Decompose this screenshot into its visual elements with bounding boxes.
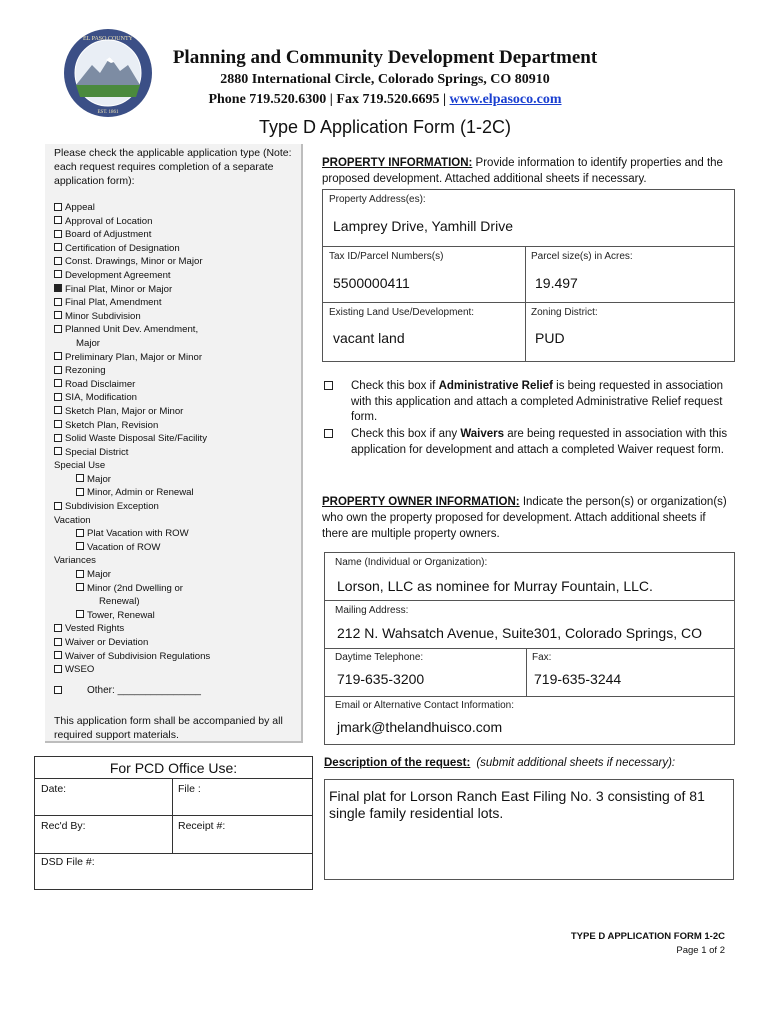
admin-relief-checkbox[interactable] — [324, 381, 333, 390]
owner-info-text: Indicate the person(s) or organization(s) who own the property proposed for development. Attach additional sheets if there are multiple property owners. — [322, 496, 727, 540]
application-type-option[interactable] — [54, 228, 294, 242]
application-type-option[interactable] — [54, 446, 294, 460]
owner-info-heading: PROPERTY OWNER INFORMATION: — [322, 496, 520, 508]
application-type-label: Renewal) — [99, 596, 140, 608]
application-type-label: Planned Unit Dev. Amendment, — [65, 324, 199, 336]
application-type-option[interactable] — [54, 215, 294, 229]
checkbox[interactable] — [54, 216, 62, 224]
checkbox[interactable] — [54, 420, 62, 428]
description-field[interactable]: Final plat for Lorson Ranch East Filing No. 3 consisting of 81 single family residential lots. — [324, 779, 734, 880]
page-number: Page 1 of 2 — [676, 945, 725, 956]
contact-line — [165, 90, 605, 110]
owner-info-grid — [324, 552, 735, 745]
application-type-option[interactable] — [54, 391, 294, 405]
department-address: 2880 International Circle, Colorado Springs, CO 80910 — [220, 72, 550, 87]
property-info-grid — [322, 189, 735, 362]
property-info-heading: PROPERTY INFORMATION: — [322, 157, 473, 169]
application-type-label: Certification of Designation — [65, 242, 180, 254]
checkbox[interactable] — [76, 542, 84, 550]
application-type-option — [54, 337, 294, 351]
application-type-label: Const. Drawings, Minor or Major — [65, 256, 203, 268]
application-type-option[interactable] — [54, 351, 294, 365]
mailing-address-field[interactable]: 212 N. Wahsatch Avenue, Suite301, Colorado Springs, CO — [337, 625, 702, 641]
file-label: File : — [178, 783, 201, 795]
checkbox[interactable] — [54, 393, 62, 401]
owner-name-field[interactable]: Lorson, LLC as nominee for Murray Fountain, LLC. — [337, 578, 653, 594]
application-type-label: Final Plat, Minor or Major — [65, 283, 173, 295]
receipt-label: Receipt #: — [178, 820, 226, 832]
fax-field[interactable]: 719-635-3244 — [534, 671, 622, 687]
application-type-option[interactable] — [54, 622, 294, 636]
application-type-label: Solid Waste Disposal Site/Facility — [65, 433, 207, 445]
checkbox[interactable] — [54, 203, 62, 211]
checkbox[interactable] — [76, 529, 84, 537]
application-type-option[interactable] — [54, 323, 294, 337]
property-info-text: Provide information to identify properties and the proposed development. Attached additional sheets if necessary. — [322, 157, 723, 185]
application-type-label: Approval of Location — [65, 215, 153, 227]
application-type-label: Sketch Plan, Revision — [65, 419, 159, 431]
waiver-checkbox[interactable] — [324, 429, 333, 438]
application-type-label: Minor, Admin or Renewal — [87, 487, 194, 499]
checkbox[interactable] — [76, 610, 84, 618]
daytime-phone-field[interactable]: 719-635-3200 — [337, 671, 425, 687]
application-type-option[interactable] — [54, 201, 294, 215]
checkbox[interactable] — [54, 230, 62, 238]
admin-relief-option[interactable] — [324, 379, 724, 427]
waiver-option[interactable] — [324, 427, 728, 475]
application-type-option — [54, 554, 294, 568]
application-type-option[interactable] — [54, 568, 294, 582]
application-type-option[interactable] — [54, 541, 294, 555]
application-type-label: Appeal — [65, 202, 95, 213]
checkbox[interactable] — [76, 583, 84, 591]
waiver-text: Check this box if any Waivers are being requested in association with this application for development and attach a completed Waiver request form. — [351, 428, 728, 456]
application-type-label: WSEO — [65, 664, 95, 676]
checked-checkbox[interactable] — [54, 284, 62, 292]
daytime-phone-label: Daytime Telephone: — [335, 652, 424, 663]
checkbox[interactable] — [54, 624, 62, 632]
application-type-option[interactable] — [54, 419, 294, 433]
application-type-option — [54, 595, 294, 609]
application-type-label: Minor (2nd Dwelling or — [87, 582, 183, 594]
other-option[interactable] — [54, 685, 201, 696]
department-name: Planning and Community Development Department — [172, 47, 598, 68]
application-type-instructions: Please check the applicable application type (Note: each request requires completion of a separate application form): — [54, 147, 292, 187]
application-type-label: Minor Subdivision — [65, 310, 141, 322]
application-type-label: Road Disclaimer — [65, 378, 136, 390]
property-address-label: Property Address(es): — [329, 194, 426, 205]
application-type-label: Waiver or Deviation — [65, 637, 149, 648]
county-seal-logo — [62, 27, 154, 119]
application-type-list — [54, 201, 294, 677]
application-type-option[interactable] — [54, 500, 294, 514]
application-type-label: Special District — [65, 446, 129, 458]
application-type-label: Subdivision Exception — [65, 501, 159, 513]
application-type-label: Waiver of Subdivision Regulations — [65, 650, 211, 662]
checkbox[interactable] — [54, 352, 62, 360]
checkbox[interactable] — [54, 406, 62, 414]
application-type-label: Variances — [54, 555, 96, 567]
description-note: (submit additional sheets if necessary): — [476, 757, 676, 769]
checkbox[interactable] — [54, 270, 62, 278]
parcel-size-field[interactable]: 19.497 — [535, 275, 578, 291]
application-type-option[interactable] — [54, 296, 294, 310]
application-type-panel — [45, 144, 303, 743]
description-heading-block — [324, 757, 675, 769]
application-type-label: Plat Vacation with ROW — [87, 528, 189, 540]
checkbox[interactable] — [54, 325, 62, 333]
checkbox[interactable] — [54, 243, 62, 251]
application-type-option[interactable] — [54, 650, 294, 664]
email-field[interactable]: jmark@thelandhuisco.com — [337, 719, 503, 735]
date-label: Date: — [41, 783, 67, 795]
application-type-option[interactable] — [54, 283, 294, 297]
form-title: Type D Application Form (1-2C) — [258, 117, 512, 137]
application-type-option[interactable] — [54, 310, 294, 324]
application-type-label: Rezoning — [65, 365, 106, 377]
parcel-size-label: Parcel size(s) in Acres: — [531, 251, 633, 262]
pcd-office-title: For PCD Office Use: — [35, 757, 312, 779]
application-type-label: Tower, Renewal — [87, 609, 155, 621]
footer-form-name: TYPE D APPLICATION FORM 1-2C — [570, 931, 725, 942]
tax-id-field[interactable]: 5500000411 — [333, 275, 410, 291]
recd-by-label: Rec'd By: — [41, 820, 86, 832]
checkbox[interactable] — [54, 502, 62, 510]
checkbox[interactable] — [76, 570, 84, 578]
application-type-label: Sketch Plan, Major or Minor — [65, 405, 184, 417]
support-materials-note: This application form shall be accompanied by all required support materials. — [54, 715, 283, 741]
checkbox[interactable] — [54, 686, 62, 694]
application-type-option — [54, 514, 294, 528]
mailing-address-label: Mailing Address: — [335, 605, 409, 616]
checkbox[interactable] — [54, 257, 62, 265]
application-type-label: SIA, Modification — [65, 392, 137, 404]
application-type-label: Special Use — [54, 460, 106, 472]
application-type-label: Major — [87, 473, 111, 485]
dsd-file-label: DSD File #: — [41, 856, 95, 868]
checkbox[interactable] — [54, 366, 62, 374]
application-type-label: Board of Adjustment — [65, 229, 152, 241]
application-type-option[interactable] — [54, 663, 294, 677]
svg-text:EST. 1861: EST. 1861 — [97, 110, 119, 115]
application-type-option[interactable] — [54, 432, 294, 446]
application-type-label: Vacation — [54, 514, 91, 526]
application-type-label: Final Plat, Amendment — [65, 297, 162, 309]
application-type-option[interactable] — [54, 609, 294, 623]
application-type-option[interactable] — [54, 255, 294, 269]
application-type-option[interactable] — [54, 473, 294, 487]
header-block — [165, 46, 605, 110]
checkbox[interactable] — [54, 379, 62, 387]
fax-label: Fax: — [532, 652, 552, 663]
application-type-option[interactable] — [54, 486, 294, 500]
other-label: Other: _______________ — [87, 685, 201, 696]
checkbox[interactable] — [54, 447, 62, 455]
admin-relief-text: Check this box if Administrative Relief is being requested in association with this application and attach a completed Administrative Relief request form. — [351, 380, 724, 423]
pcd-office-use-box — [34, 756, 313, 890]
checkbox[interactable] — [54, 665, 62, 673]
application-type-label: Preliminary Plan, Major or Minor — [65, 351, 203, 363]
application-type-option[interactable] — [54, 636, 294, 650]
application-type-option[interactable] — [54, 269, 294, 283]
land-use-field[interactable]: vacant land — [333, 330, 405, 346]
description-heading: Description of the request: — [324, 757, 471, 769]
application-type-option[interactable] — [54, 582, 294, 596]
application-type-label: Vested Rights — [65, 623, 125, 635]
email-label: Email or Alternative Contact Information: — [335, 700, 514, 711]
checkbox[interactable] — [54, 651, 62, 659]
zoning-field[interactable]: PUD — [535, 330, 565, 346]
application-type-option[interactable] — [54, 405, 294, 419]
owner-name-label: Name (Individual or Organization): — [335, 557, 488, 568]
application-type-option[interactable] — [54, 242, 294, 256]
application-type-option[interactable] — [54, 527, 294, 541]
property-info-heading-block — [322, 155, 732, 187]
checkbox[interactable] — [54, 434, 62, 442]
application-type-option[interactable] — [54, 378, 294, 392]
checkbox[interactable] — [54, 311, 62, 319]
application-type-option — [54, 459, 294, 473]
phone-fax: Phone 719.520.6300 | Fax 719.520.6695 | — [208, 92, 450, 107]
owner-info-heading-block — [322, 494, 734, 542]
svg-text:EL PASO COUNTY: EL PASO COUNTY — [83, 36, 133, 42]
checkbox[interactable] — [54, 298, 62, 306]
tax-id-label: Tax ID/Parcel Numbers(s) — [329, 251, 444, 262]
application-type-label: Vacation of ROW — [87, 541, 161, 553]
checkbox[interactable] — [76, 488, 84, 496]
checkbox[interactable] — [54, 638, 62, 646]
zoning-label: Zoning District: — [531, 307, 598, 318]
application-type-label: Major — [87, 569, 111, 581]
application-type-option[interactable] — [54, 364, 294, 378]
website-link[interactable]: www.elpasoco.com — [449, 92, 562, 107]
application-type-label: Development Agreement — [65, 269, 171, 281]
land-use-label: Existing Land Use/Development: — [329, 307, 475, 318]
property-address-field[interactable]: Lamprey Drive, Yamhill Drive — [333, 218, 513, 234]
application-type-label: Major — [76, 337, 100, 349]
checkbox[interactable] — [76, 474, 84, 482]
page-footer — [571, 930, 725, 958]
